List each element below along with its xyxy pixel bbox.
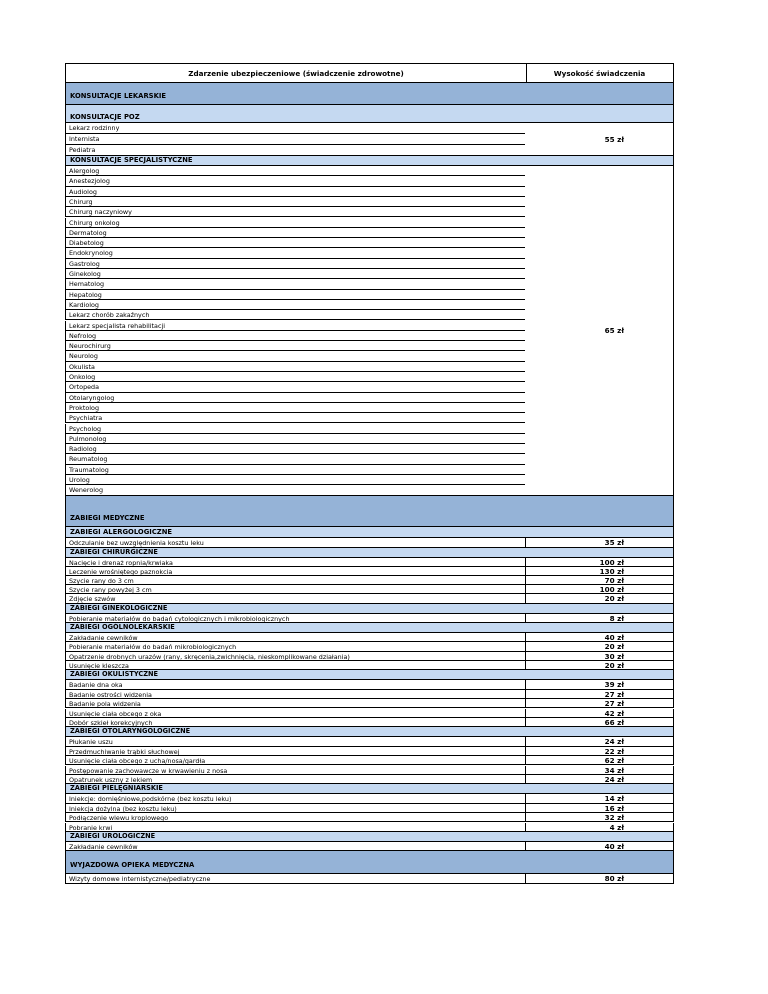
pielegniarskie-item-value: 16 zł — [604, 803, 624, 813]
spec-item-label: Chirurg — [66, 197, 526, 206]
ogolnolekarskie-item-label: Pobieranie materiałów do badań mikrobiologicznych — [66, 642, 526, 650]
otolaryngologiczne-item-row — [65, 737, 674, 746]
subsection-pielegniarskie-title: ZABIEGI PIELĘGNIARSKIE — [70, 784, 163, 793]
subsection-ogolnolekarskie-title: ZABIEGI OGÓLNOLEKARSKIE — [70, 623, 175, 632]
spec-item-label: Psychiatra — [66, 413, 526, 422]
spec-item-label: Traumatolog — [66, 465, 526, 474]
ogolnolekarskie-item-value: 40 zł — [604, 633, 624, 643]
pielegniarskie-item-value: 4 zł — [609, 822, 624, 832]
urologiczne-item-label: Zakładanie cewników — [66, 842, 526, 851]
ogolnolekarskie-item-row — [65, 633, 674, 642]
pielegniarskie-item-row — [65, 813, 674, 822]
spec-item-label: Urolog — [66, 475, 526, 484]
spec-item-label: Ortopeda — [66, 382, 526, 391]
ogolnolekarskie-item-row — [65, 661, 674, 670]
otolaryngologiczne-item-value: 22 zł — [604, 746, 624, 756]
chirurgiczne-item-row — [65, 576, 674, 585]
okulistyczne-item-value: 39 zł — [604, 680, 624, 690]
spec-item-label: Radiolog — [66, 444, 526, 453]
pielegniarskie-item-value: 14 zł — [604, 794, 624, 804]
spec-item-label: Anestezjolog — [66, 176, 526, 185]
spec-item-label: Dermatolog — [66, 228, 526, 237]
alergologiczne-item-value: 35 zł — [604, 537, 624, 547]
okulistyczne-item-value: 42 zł — [604, 708, 624, 718]
chirurgiczne-item-row — [65, 567, 674, 576]
chirurgiczne-item-value: 70 zł — [604, 576, 624, 585]
spec-item-label: Hematolog — [66, 279, 526, 288]
ogolnolekarskie-item-value: 20 zł — [604, 661, 624, 670]
benefits-table — [65, 63, 674, 884]
ogolnolekarskie-item-row — [65, 652, 674, 661]
alergologiczne-item-label: Odczulanie bez uwzględnienia kosztu leku — [66, 538, 526, 547]
table-grid — [65, 63, 674, 884]
spec-item-label: Audiolog — [66, 187, 526, 196]
chirurgiczne-item-label: Nacięcie i drenaż ropnia/krwiaka — [66, 558, 526, 566]
otolaryngologiczne-item-value: 34 zł — [604, 765, 624, 775]
subsection-poz — [65, 105, 674, 123]
okulistyczne-item-label: Dobór szkieł korekcyjnych — [66, 718, 526, 726]
section-wyjazdowa — [65, 851, 674, 874]
pielegniarskie-item-row — [65, 823, 674, 832]
urologiczne-item-value: 40 zł — [604, 841, 624, 851]
spec-item-label: Endokrynolog — [66, 248, 526, 257]
chirurgiczne-item-value: 100 zł — [599, 557, 624, 567]
spec-item-label: Diabetolog — [66, 238, 526, 247]
okulistyczne-item-label: Badanie ostrości widzenia — [66, 690, 526, 698]
subsection-urologiczne-title: ZABIEGI UROLOGICZNE — [70, 831, 156, 840]
section-konsultacje — [65, 83, 674, 105]
pielegniarskie-item-label: Iniekcja dożylna (bez kosztu leku) — [66, 804, 526, 812]
wyjazdowa-item-value: 80 zł — [604, 874, 624, 884]
subsection-poz-title: KONSULTACJE POZ — [70, 113, 140, 121]
pielegniarskie-item-label: Pobranie krwi — [66, 823, 526, 831]
okulistyczne-item-row — [65, 690, 674, 699]
okulistyczne-item-row — [65, 680, 674, 689]
spec-item-label: Alergolog — [66, 166, 526, 175]
pielegniarskie-item-label: Podłączenie wlewu kroplowego — [66, 813, 526, 821]
poz-item-label: Lekarz rodzinny — [66, 123, 526, 133]
subsection-alergologiczne — [65, 527, 674, 538]
subsection-okulistyczne-title: ZABIEGI OKULISTYCZNE — [70, 670, 159, 679]
otolaryngologiczne-item-row — [65, 756, 674, 765]
otolaryngologiczne-item-value: 62 zł — [604, 756, 624, 766]
spec-item-label: Ginekolog — [66, 269, 526, 278]
okulistyczne-item-row — [65, 718, 674, 727]
otolaryngologiczne-item-row — [65, 747, 674, 756]
spec-item-amount: 65 zł — [525, 166, 674, 496]
otolaryngologiczne-item-label: Usunięcie ciała obcego z ucha/nosa/gardła — [66, 756, 526, 764]
ogolnolekarskie-item-label: Zakładanie cewników — [66, 633, 526, 641]
subsection-ogolnolekarskie — [65, 623, 674, 633]
chirurgiczne-item-value: 20 zł — [604, 594, 624, 604]
chirurgiczne-item-row — [65, 585, 674, 594]
spec-item-label: Proktolog — [66, 403, 526, 412]
ogolnolekarskie-item-label: Usunięcie kleszcza — [66, 661, 526, 669]
otolaryngologiczne-item-value: 24 zł — [604, 774, 624, 784]
subsection-urologiczne — [65, 832, 674, 842]
subsection-otolaryngologiczne — [65, 727, 674, 737]
subsection-chirurgiczne — [65, 548, 674, 558]
poz-item-amount: 55 zł — [525, 123, 674, 156]
spec-item-label: Nefrolog — [66, 331, 526, 340]
ogolnolekarskie-item-row — [65, 642, 674, 651]
okulistyczne-item-value: 27 zł — [604, 689, 624, 699]
poz-item-label: Pediatra — [66, 145, 526, 155]
alergologiczne-item-row — [65, 538, 674, 548]
spec-item-label: Chirurg naczyniowy — [66, 207, 526, 216]
subsection-ginekologiczne — [65, 604, 674, 614]
pielegniarskie-item-label: Iniekcje: domięśniowe,podskórne (bez kosztu leku) — [66, 794, 526, 802]
spec-item-label: Okulista — [66, 362, 526, 371]
otolaryngologiczne-item-label: Postępowanie zachowawcze w krwawieniu z nosa — [66, 766, 526, 774]
spec-item-label: Otolaryngolog — [66, 393, 526, 402]
chirurgiczne-item-label: Szycie rany powyżej 3 cm — [66, 585, 526, 593]
subsection-pielegniarskie — [65, 784, 674, 794]
ogolnolekarskie-item-value: 20 zł — [604, 642, 624, 652]
chirurgiczne-item-row — [65, 558, 674, 567]
spec-item-label: Neurolog — [66, 351, 526, 360]
chirurgiczne-item-label: Zdjęcie szwów — [66, 594, 526, 602]
chirurgiczne-item-label: Leczenie wrośniętego paznokcia — [66, 567, 526, 575]
spec-item-label: Kardiolog — [66, 300, 526, 309]
spec-item-label: Psycholog — [66, 424, 526, 433]
section-wyjazdowa-title: WYJAZDOWA OPIEKA MEDYCZNA — [70, 861, 195, 870]
subsection-spec-title: KONSULTACJE SPECJALISTYCZNE — [70, 156, 193, 164]
spec-item-label: Lekarz specjalista rehabilitacji — [66, 321, 526, 330]
wyjazdowa-item-row — [65, 874, 674, 884]
spec-item-label: Gastrolog — [66, 259, 526, 268]
urologiczne-item-row — [65, 842, 674, 852]
otolaryngologiczne-item-row — [65, 766, 674, 775]
section-zabiegi — [65, 496, 674, 527]
otolaryngologiczne-item-label: Płukanie uszu — [66, 737, 526, 745]
subsection-otolaryngologiczne-title: ZABIEGI OTOLARYNGOLOGICZNE — [70, 727, 191, 736]
okulistyczne-item-value: 27 zł — [604, 699, 624, 709]
pielegniarskie-item-row — [65, 794, 674, 803]
spec-item-label: Onkolog — [66, 372, 526, 381]
table-header — [65, 63, 674, 83]
okulistyczne-item-label: Usunięcie ciała obcego z oka — [66, 709, 526, 717]
poz-item-label: Internista — [66, 134, 526, 144]
pielegniarskie-item-value: 32 zł — [604, 813, 624, 823]
okulistyczne-item-row — [65, 709, 674, 718]
chirurgiczne-item-label: Szycie rany do 3 cm — [66, 576, 526, 584]
ginekologiczne-item-row — [65, 614, 674, 624]
okulistyczne-item-label: Badanie pola widzenia — [66, 699, 526, 707]
subsection-spec — [65, 156, 674, 166]
subsection-okulistyczne — [65, 670, 674, 680]
spec-item-label: Pulmonolog — [66, 434, 526, 443]
otolaryngologiczne-item-label: Przedmuchiwanie trąbki słuchowej — [66, 747, 526, 755]
okulistyczne-item-row — [65, 699, 674, 708]
subsection-ginekologiczne-title: ZABIEGI GINEKOLOGICZNE — [70, 603, 168, 612]
section-konsultacje-title: KONSULTACJE LEKARSKIE — [70, 92, 167, 100]
chirurgiczne-item-value: 130 zł — [599, 566, 624, 576]
okulistyczne-item-value: 66 zł — [604, 717, 624, 727]
ogolnolekarskie-item-value: 30 zł — [604, 651, 624, 661]
okulistyczne-item-label: Badanie dna oka — [66, 680, 526, 688]
spec-item-label: Neurochirurg — [66, 341, 526, 350]
pielegniarskie-item-row — [65, 804, 674, 813]
wyjazdowa-item-label: Wizyty domowe internistyczne/pediatryczne — [66, 874, 526, 883]
spec-item-label: Hepatolog — [66, 290, 526, 299]
spec-item-label: Chirurg onkolog — [66, 218, 526, 227]
otolaryngologiczne-item-label: Opatrunek uszny z lekiem — [66, 775, 526, 783]
ginekologiczne-item-label: Pobieranie materiałów do badań cytologicznych i mikrobiologicznych — [66, 614, 526, 623]
ginekologiczne-item-value: 8 zł — [609, 613, 624, 623]
subsection-chirurgiczne-title: ZABIEGI CHIRURGICZNE — [70, 547, 158, 556]
spec-item-label: Reumatolog — [66, 454, 526, 463]
chirurgiczne-item-value: 100 zł — [599, 585, 624, 595]
spec-item-label: Wenerolog — [66, 485, 526, 494]
subsection-alergologiczne-title: ZABIEGI ALERGOLOGICZNE — [70, 527, 173, 536]
spec-item-label: Lekarz chorób zakaźnych — [66, 310, 526, 319]
chirurgiczne-item-row — [65, 594, 674, 603]
section-zabiegi-title: ZABIEGI MEDYCZNE — [70, 513, 145, 522]
header-event-label: Zdarzenie ubezpieczeniowe (świadczenie zdrowotne) — [66, 64, 527, 82]
header-amount-label: Wysokość świadczenia — [553, 68, 646, 78]
otolaryngologiczne-item-value: 24 zł — [604, 737, 624, 747]
otolaryngologiczne-item-row — [65, 775, 674, 784]
ogolnolekarskie-item-label: Opatrzenie drobnych urazów (rany, skręcenia,zwichnięcia, nieskomplikowane działania) — [66, 652, 526, 660]
